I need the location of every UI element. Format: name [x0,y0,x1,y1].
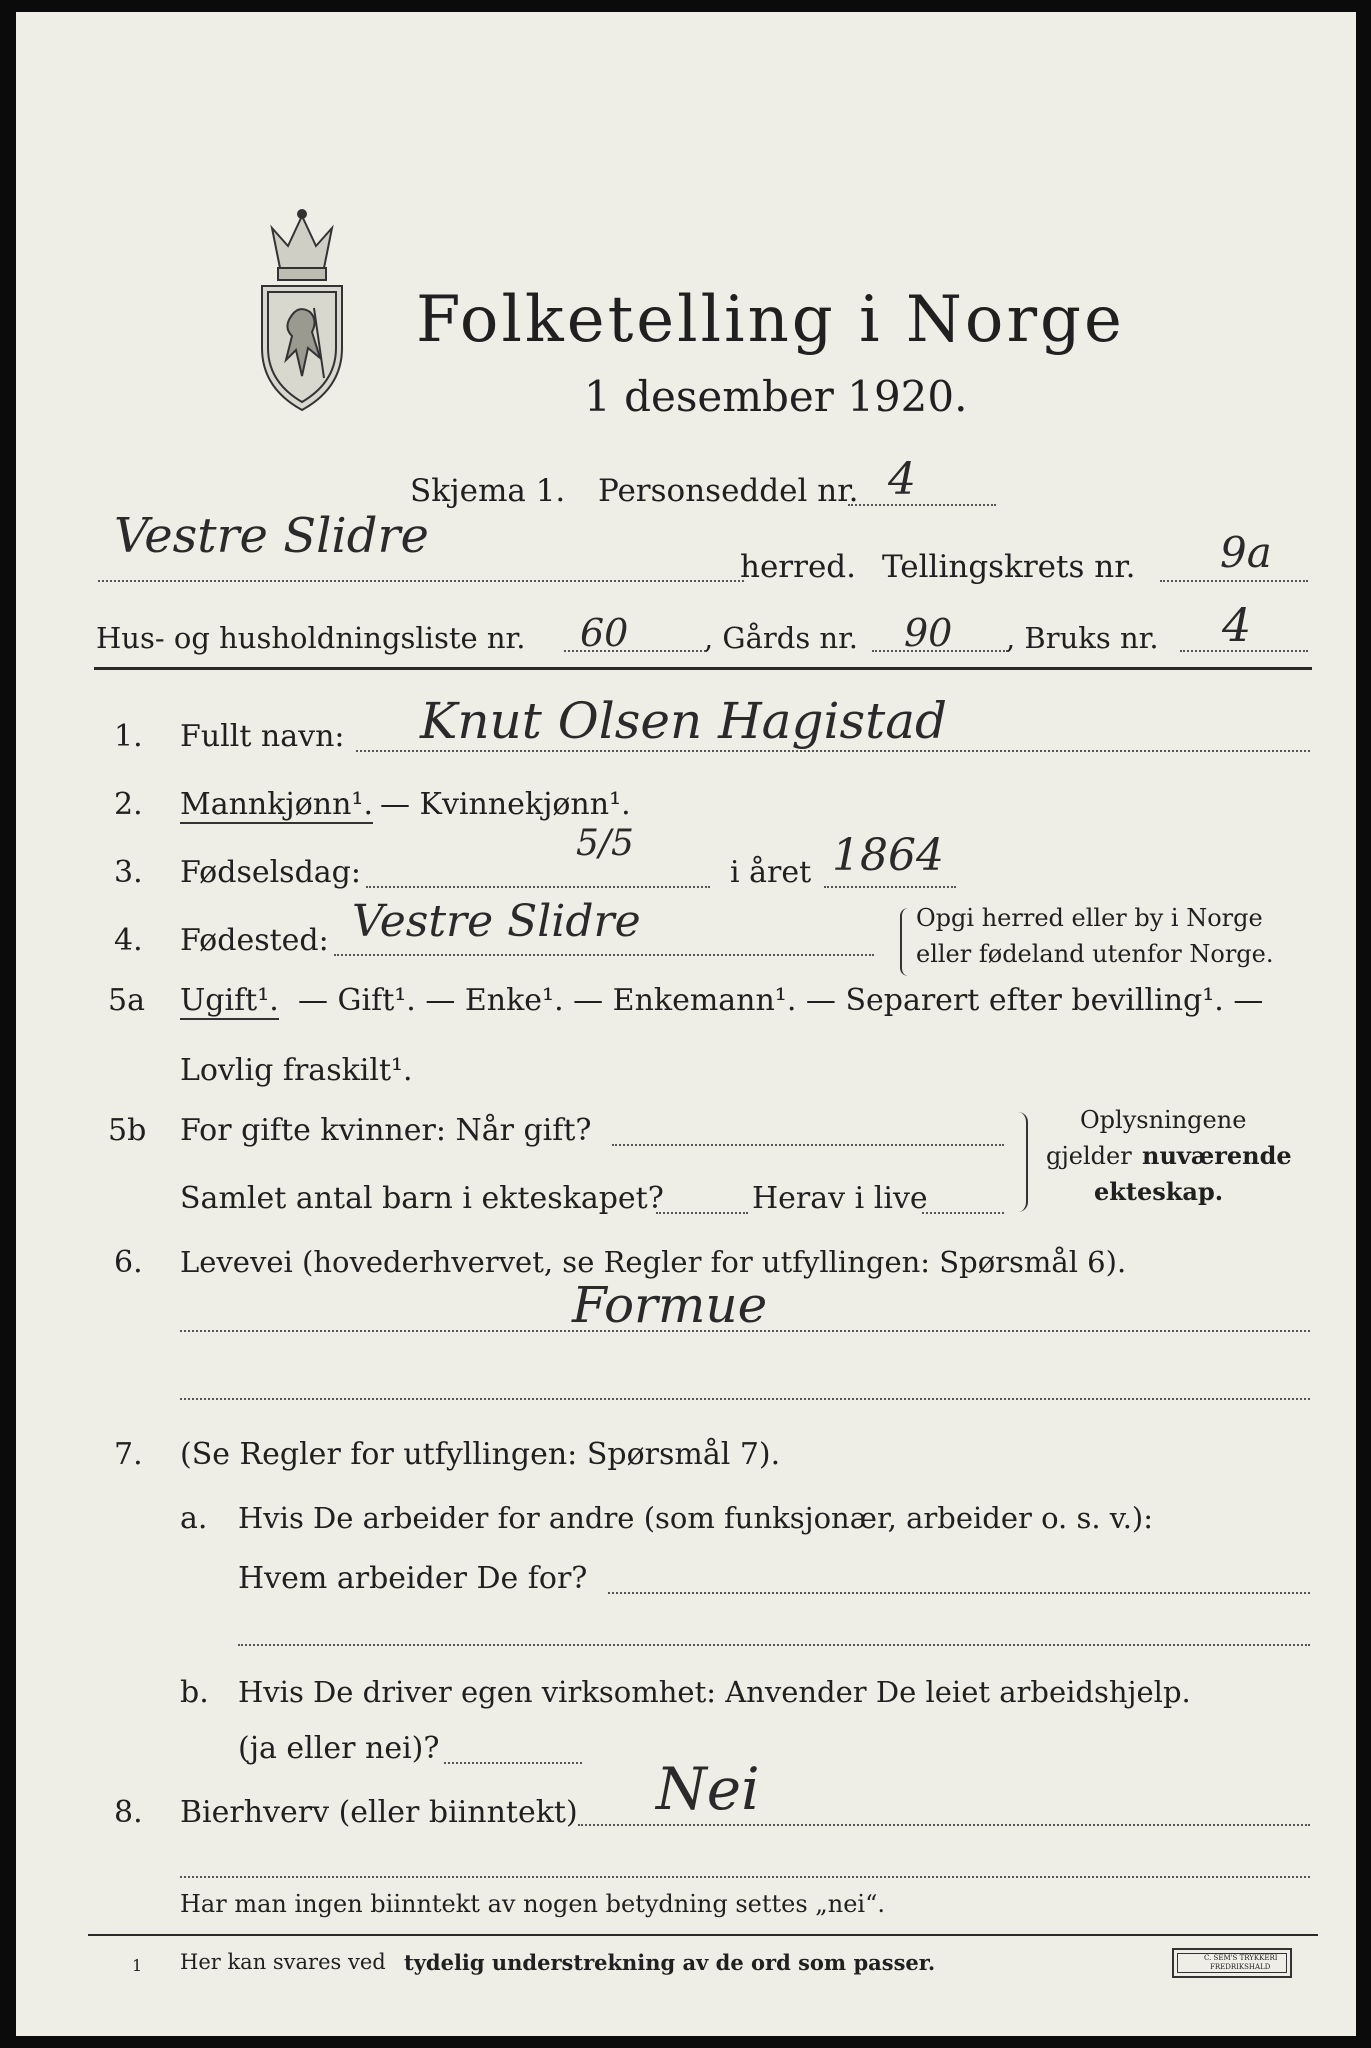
q7b-letter: b. [180,1675,209,1710]
hus-label: Hus- og husholdningsliste nr. [96,621,526,655]
q6-label: Levevei (hovederhvervet, se Regler for utfyllingen: Spørsmål 6). [180,1245,1127,1279]
personseddel-label: Personseddel nr. [598,473,859,509]
tellingskrets-line [1160,580,1308,582]
bruks-value[interactable]: 4 [1222,598,1252,652]
gards-label: , Gårds nr. [704,621,858,655]
q7a-answer-line [608,1592,1310,1594]
q5b-note-line3: ekteskap. [1094,1177,1224,1206]
q5b-note-line1: Oplysningene [1080,1106,1247,1134]
q5b-live-label: Herav i live [752,1181,928,1216]
printer-stamp-line1: C. SEM'S TRYKKERI [1204,1954,1278,1962]
footnote-emphasis: tydelig understrekning av de ord som passer. [404,1950,936,1975]
q8-line2 [180,1876,1310,1878]
q8-value[interactable]: Nei [656,1755,760,1823]
header-separator [94,667,1312,670]
q3-day-value[interactable]: 5/5 [576,823,634,864]
printer-stamp-line2: FREDRIKSHALD [1210,1963,1271,1971]
q6-value[interactable]: Formue [572,1276,768,1334]
q8-label: Bierhverv (eller biinntekt) [180,1795,578,1830]
q2-mannkjonn: Mannkjønn¹. [180,787,373,822]
q5b-barn-label: Samlet antal barn i ekteskapet? [180,1181,664,1216]
census-form-page [16,12,1356,2036]
herred-label: herred. [740,549,856,585]
q5b-line1: For gifte kvinner: Når gift? [180,1113,592,1148]
skjema-label: Skjema 1. [410,473,566,509]
q3-year-value[interactable]: 1864 [832,830,944,881]
q2-kvinnekjonn: — Kvinnekjønn¹. [380,787,631,822]
q7a-letter: a. [180,1501,208,1536]
q4-label: Fødested: [180,923,329,958]
q4-number: 4. [114,923,143,958]
q5a-fraskilt: Lovlig fraskilt¹. [180,1053,413,1088]
q5b-gift-line [612,1144,1004,1146]
q7-number: 7. [114,1437,143,1472]
q4-line [334,954,874,956]
biinntekt-note: Har man ingen biinntekt av nogen betydning settes „nei“. [180,1890,885,1918]
hus-value[interactable]: 60 [580,611,629,655]
printer-stamp [1172,1948,1292,1978]
personseddel-value[interactable]: 4 [888,454,916,505]
q3-year-line [824,886,956,888]
tellingskrets-label: Tellingskrets nr. [882,549,1136,585]
q1-number: 1. [114,719,143,754]
footnote-separator [88,1934,1318,1936]
tellingskrets-value[interactable]: 9a [1220,528,1272,577]
q7a-line1: Hvis De arbeider for andre (som funksjonær, arbeider o. s. v.): [238,1501,1154,1535]
q5b-live-line [922,1212,1004,1214]
q7b-line1: Hvis De driver egen virksomhet: Anvender De leiet arbeidshjelp. [238,1675,1191,1709]
q8-number: 8. [114,1795,143,1830]
personseddel-line [848,504,996,506]
coat-of-arms-emblem [250,208,354,414]
bruks-label: , Bruks nr. [1006,621,1159,655]
q8-line [578,1824,1310,1826]
q2-number: 2. [114,787,143,822]
form-title: Folketelling i Norge [416,283,1125,357]
q6-line2 [180,1398,1310,1400]
q5b-note-line2a: gjelder [1046,1142,1132,1170]
q5b-note-brace [1016,1112,1028,1212]
herred-value[interactable]: Vestre Slidre [114,508,429,564]
q4-note-line1: Opgi herred eller by i Norge [916,904,1263,932]
q3-number: 3. [114,855,143,890]
footnote-text: Her kan svares ved [180,1950,386,1974]
q3-label: Fødselsdag: [180,855,361,890]
gards-value[interactable]: 90 [904,611,953,655]
q5a-number: 5a [108,983,145,1018]
herred-line [98,580,744,582]
q5a-options: — Gift¹. — Enke¹. — Enkemann¹. — Separert efter bevilling¹. — [298,983,1264,1018]
q1-value[interactable]: Knut Olsen Hagistad [420,692,948,750]
q3-day-line [366,886,710,888]
q5b-number: 5b [108,1113,147,1148]
q6-line1 [180,1330,1310,1332]
q7b-answer-line [444,1762,582,1764]
q1-line [356,750,1310,752]
q4-note-line2: eller fødeland utenfor Norge. [916,940,1274,968]
q4-value[interactable]: Vestre Slidre [352,896,641,947]
q3-aret-label: i året [730,855,812,890]
q5b-barn-line [656,1212,748,1214]
q7-label: (Se Regler for utfyllingen: Spørsmål 7). [180,1437,781,1472]
footnote-number: 1 [132,1956,143,1975]
q7a-line2: Hvem arbeider De for? [238,1561,588,1596]
q6-number: 6. [114,1245,143,1280]
q7a-answer-line2 [238,1644,1310,1646]
q5b-note-line2b: nuværende [1142,1141,1292,1170]
q7b-line2: (ja eller nei)? [238,1731,440,1766]
q1-label: Fullt navn: [180,719,345,754]
form-date: 1 desember 1920. [584,372,968,421]
q5a-ugift: Ugift¹. [180,983,279,1018]
q4-note-brace [900,908,912,976]
